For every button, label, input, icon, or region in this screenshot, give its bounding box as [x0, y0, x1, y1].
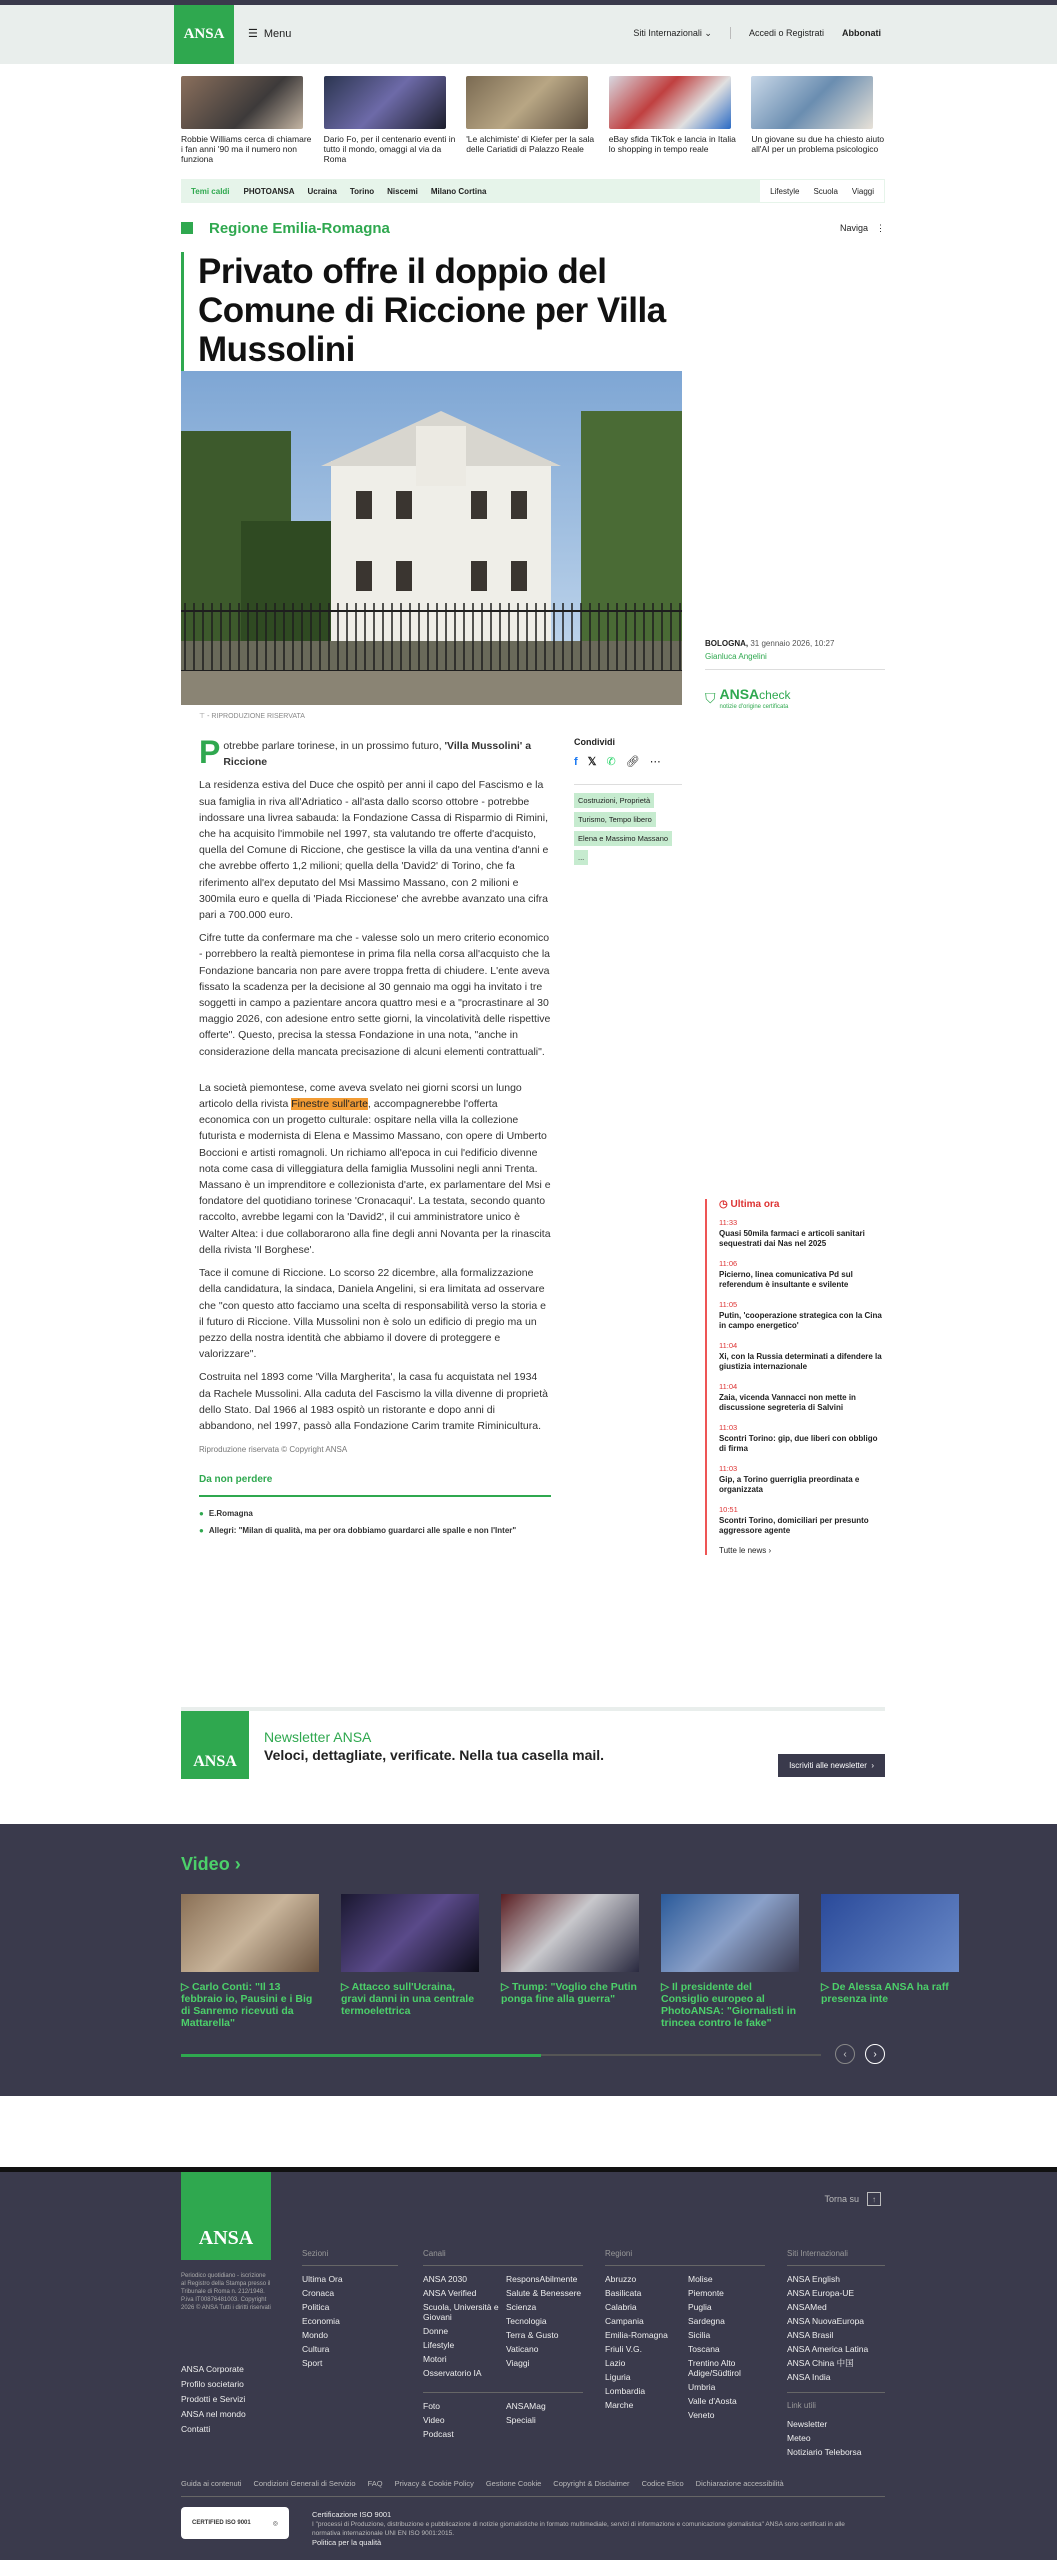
- arrow-up-icon: ↑: [867, 2192, 881, 2206]
- footer-link[interactable]: ANSA NuovaEuropa: [787, 2316, 865, 2326]
- hamburger-icon: ☰: [248, 28, 258, 40]
- region-bar: [181, 218, 885, 238]
- teaser-strip: [181, 76, 885, 164]
- footer-link[interactable]: Podcast: [423, 2429, 454, 2439]
- footer-siti: Siti Internazionali ANSA English ANSA Europa-UE ANSAMed ANSA NuovaEuropa ANSA Brasil ANSA America Latina ANSA China 中国 ANSA India Link utili Newsletter Meteo Notiziario Teleborsa: [787, 2247, 885, 2459]
- newsletter-logo: ANSA: [181, 1711, 249, 1779]
- footer-link[interactable]: Emilia-Romagna: [605, 2330, 668, 2340]
- play-icon: ▷: [661, 1981, 670, 1993]
- chevron-down-icon: ⌄: [704, 27, 712, 38]
- footer-link[interactable]: Lombardia: [605, 2386, 646, 2396]
- newsletter-banner: [181, 1707, 885, 1785]
- footer-link[interactable]: Contatti: [181, 2424, 211, 2434]
- link-icon[interactable]: 🔗︎: [625, 756, 640, 768]
- footer-link[interactable]: Sardegna: [688, 2316, 725, 2326]
- footer-link[interactable]: Molise: [688, 2274, 713, 2284]
- play-icon: ▷: [501, 1981, 510, 1993]
- paragraph: La residenza estiva del Duce che ospitò per anni il capo del Fascismo e la sua famiglia in riva all'Adriatico - all'asta dallo scorso ottobre - potrebbe indossare una livrea sabauda: la Fondazione Cassa di Risparmio di Rimini, che ha acquisito l'immobile nel 1997, sta valutando tre offerte d'acquisto, quella del Comune di Riccione, che gestisce la villa da una ventina d'anni e che avrebbe offerto 1,2 milioni; quella della 'David2' di Torino, che fa riferimento all'ex deputato del Msi Massimo Massano, con 2 milioni e 300mila euro e quella di 'Piada Riccionese' che avrebbe avanzato una cifra pari a 700.000 euro.: [199, 779, 549, 922]
- video-thumb: [821, 1894, 959, 1972]
- footer-link[interactable]: Calabria: [605, 2302, 637, 2312]
- teaser-item[interactable]: eBay sfida TikTok e lancia in Italia lo shopping in tempo reale: [609, 76, 743, 164]
- next-arrow-icon[interactable]: ›: [865, 2044, 885, 2064]
- footer-link[interactable]: ANSA Brasil: [787, 2330, 834, 2340]
- footer-logo[interactable]: ANSA: [181, 2172, 271, 2260]
- news-item[interactable]: 11:06 Picierno, linea comunicativa Pd sul referendum è insultante e svilente: [719, 1259, 853, 1289]
- naviga-button[interactable]: Naviga ⋮: [839, 222, 885, 233]
- footer-link[interactable]: Prodotti e Servizi: [181, 2394, 246, 2404]
- ansa-check-badge[interactable]: ⛉ ANSAcheck notizie d'origine certificata: [705, 686, 791, 710]
- share-panel: [574, 737, 682, 865]
- tag[interactable]: Elena e Massimo Massano: [574, 831, 672, 846]
- siti-internazionali-dropdown[interactable]: Siti Internazionali ⌄: [633, 27, 712, 38]
- footer-link[interactable]: ANSAMag: [506, 2401, 546, 2411]
- footer-link[interactable]: Umbria: [688, 2382, 716, 2392]
- certification-seal-icon: ◎: [272, 2520, 278, 2527]
- footer-link[interactable]: Veneto: [688, 2410, 715, 2420]
- footer-link[interactable]: ANSA China 中国: [787, 2358, 854, 2368]
- footer-link[interactable]: ANSA 2030: [423, 2274, 467, 2284]
- footer-link[interactable]: Lazio: [605, 2358, 626, 2368]
- paragraph: Cifre tutte da confermare ma che - valesse solo un mero criterio economico - porrebbero la realtà piemontese in prima fila nella corsa all'acquisto che la Fondazione bancaria non pare avere troppa fretta di chiudere. L'ente aveva fissato la scadenza per la decisione al 30 gennaio ma oggi ha invitato i tre soggetti in campo a pazientare ancora quattro mesi e a "procrastinare al 30 maggio 2026, con adesione entro sette giorni, la vincolatività delle rispettive offerte". Questo, precisa la stessa Fondazione in una nota, "anche in considerazione della mancata precisazione di alcuni elementi contrattuali".: [199, 932, 551, 1058]
- news-item[interactable]: 11:05 Putin, 'cooperazione strategica con la Cina in campo energetico': [719, 1300, 882, 1330]
- paragraph: Costruita nel 1893 come 'Villa Margherita', la casa fu acquistata nel 1934 da Rachele Mussolini. Alla caduta del Fascismo la villa divenne di proprietà dello Stato. Dal 1966 al 1983 ospitò un ristorante e dopo anni di abbandono, nel 1997, passò alla Fondazione Carim tramite Riminicultura.: [199, 1371, 549, 1432]
- paragraph: Potrebbe parlare torinese, in un prossimo futuro, 'Villa Mussolini' a Riccione: [199, 734, 532, 770]
- article-body: [199, 734, 551, 1539]
- footer-link[interactable]: Scuola, Università e Giovani: [423, 2302, 499, 2322]
- quick-links: [759, 179, 885, 203]
- footer-link[interactable]: Mondo: [302, 2330, 328, 2340]
- ultima-ora-heading: ◷ Ultima ora: [719, 1199, 780, 1210]
- quick-link[interactable]: Lifestyle: [770, 186, 800, 196]
- teaser-image: [609, 76, 731, 129]
- shield-check-icon: ⛉: [705, 689, 716, 706]
- paragraph: La società piemontese, come aveva svelato nei giorni scorsi un lungo articolo della rivista Finestre sull'arte, accompagnerebbe l'offerta economica con un progetto culturale: ospitare nella villa la collezione futurista e modernista di Elena e Massimo Massano, con opere di Umberto Boccioni e artisti romagnoli. Un richiamo all'epoca in cui l'edificio divenne nota come casa di villeggiatura della famiglia Mussolini negli anni Trenta. Massano è un imprenditore e collezionista d'arte, ex parlamentare del Msi e fondatore del quotidiano torinese 'Cronacaqui'. La testata, secondo quanto raccolto, avrebbe legami con la 'David2', il cui amministratore unico è Walter Altea: i due collaborarono alla fine degli anni Novanta per la rinascita della rivista 'Il Borghese'.: [199, 1081, 551, 1256]
- region-icon: [181, 222, 193, 234]
- temi-link[interactable]: Ucraina: [307, 186, 337, 196]
- temi-caldi-label: Temi caldi: [191, 186, 230, 196]
- video-card[interactable]: ▷ De Alessa ANSA ha raff presenza inte: [821, 1894, 959, 2029]
- hero-image: [181, 371, 682, 705]
- article-meta: [705, 639, 885, 670]
- footer-link[interactable]: ANSAMed: [787, 2302, 827, 2312]
- footer-link[interactable]: Newsletter: [787, 2419, 828, 2429]
- footer-link[interactable]: Ultima Ora: [302, 2274, 343, 2284]
- footer-link[interactable]: Lifestyle: [423, 2340, 455, 2350]
- da-non-perdere-list: [199, 1505, 551, 1539]
- footer-legal: Periodico quotidiano - iscrizione al Registro della Stampa presso il Tribunale di Roma n. 212/1948. P.iva IT00876481003. Copyright 2026 © ANSA Tutti i diritti riservati: [181, 2273, 271, 2311]
- footer-link[interactable]: Politica: [302, 2302, 330, 2312]
- footer-link[interactable]: FAQ: [367, 2479, 383, 2488]
- video-card[interactable]: ▷ Trump: "Voglio che Putin ponga fine alla guerra": [501, 1894, 639, 2029]
- footer-link[interactable]: Osservatorio IA: [423, 2368, 482, 2378]
- article-author[interactable]: Gianluca Angelini: [705, 652, 767, 661]
- footer-canali: Canali ANSA 2030 ANSA Verified Scuola, Università e Giovani Donne Lifestyle Motori Osservatorio IA ResponsAbilmente Salute & Benessere Scienza Tecnologia Terra & Gusto Vaticano Viaggi Foto Video Podcast ANSAMag Speciali: [423, 2249, 582, 2439]
- iso-badge: CERTIFIED ISO 9001 ◎: [181, 2507, 289, 2539]
- video-thumb: [181, 1894, 319, 1972]
- footer-link[interactable]: Meteo: [787, 2433, 811, 2443]
- facebook-icon[interactable]: f: [574, 755, 578, 768]
- abbonati-link[interactable]: Abbonati: [842, 28, 881, 38]
- footer-link[interactable]: Cronaca: [302, 2288, 335, 2298]
- news-item[interactable]: 11:04 Zaia, vicenda Vannacci non mette in discussione segreteria di Salvini: [719, 1382, 856, 1412]
- video-heading[interactable]: Video ›: [181, 1854, 241, 1874]
- footer-link[interactable]: Dichiarazione accessibilità: [695, 2479, 784, 2488]
- site-footer: [0, 2167, 1057, 2560]
- play-icon: ▷: [821, 1981, 830, 1993]
- temi-caldi-bar: [181, 179, 885, 203]
- region-title[interactable]: Regione Emilia-Romagna: [209, 219, 390, 237]
- footer-link[interactable]: Scienza: [506, 2302, 537, 2312]
- highlighted-link[interactable]: Finestre sull'arte: [291, 1098, 368, 1111]
- video-card[interactable]: ▷ Carlo Conti: "Il 13 febbraio io, Pausini e i Big di Sanremo ricevuti da Mattarella": [181, 1894, 319, 2029]
- footer-link[interactable]: Toscana: [688, 2344, 720, 2354]
- teaser-image: [181, 76, 303, 129]
- footer-link[interactable]: ANSA English: [787, 2274, 840, 2284]
- footer-link[interactable]: ANSA Corporate: [181, 2364, 244, 2374]
- video-card[interactable]: ▷ Il presidente del Consiglio europeo al PhotoANSA: "Giornalisti in trincea contro le fake": [661, 1894, 799, 2029]
- footer-link[interactable]: Tecnologia: [506, 2316, 547, 2326]
- footer-link[interactable]: Puglia: [688, 2302, 712, 2312]
- footer-link[interactable]: Campania: [605, 2316, 644, 2326]
- copyright-note: Riproduzione riservata © Copyright ANSA: [199, 1445, 348, 1455]
- footer-link[interactable]: Salute & Benessere: [506, 2288, 582, 2298]
- share-label: Condividi: [574, 737, 615, 747]
- footer-link[interactable]: ANSA India: [787, 2372, 831, 2382]
- newsletter-subscribe-button[interactable]: Iscriviti alle newsletter ›: [778, 1754, 885, 1777]
- footer-sezioni: Sezioni Ultima Ora Cronaca Politica Economia Mondo Cultura Sport: [302, 2247, 398, 2370]
- drop-cap: P: [199, 734, 221, 770]
- footer-link[interactable]: Profilo societario: [181, 2379, 244, 2389]
- quality-policy-link[interactable]: Politica per la qualità: [312, 2538, 382, 2547]
- temi-link[interactable]: Milano Cortina: [430, 186, 487, 196]
- news-item[interactable]: 10:51 Scontri Torino, domiciliari per presunto aggressore agente: [719, 1505, 869, 1535]
- news-item[interactable]: 11:03 Scontri Torino: gip, due liberi con obbligo di firma: [719, 1423, 878, 1453]
- iso-text: Certificazione ISO 9001 I "processi di Produzione, distribuzione e pubblicazione di notizie giornalistiche in formato multimediale, servizi di informazione e comunicazione giornalistica" ANSA sono certificati in alle normativa internazionale UNI EN ISO 9001:2015. Politica per la qualità: [312, 2510, 845, 2547]
- quick-link[interactable]: Viaggi: [851, 186, 874, 196]
- footer-link[interactable]: Speciali: [506, 2415, 536, 2425]
- teaser-image: [324, 76, 446, 129]
- more-icon[interactable]: ⋯: [649, 756, 661, 768]
- footer-link[interactable]: Vaticano: [506, 2344, 539, 2354]
- video-thumb: [661, 1894, 799, 1972]
- clock-icon: ◷: [719, 1199, 728, 1210]
- footer-link[interactable]: Viaggi: [506, 2358, 530, 2368]
- footer-link[interactable]: Gestione Cookie: [485, 2479, 542, 2488]
- footer-link[interactable]: ANSA America Latina: [787, 2344, 869, 2354]
- ansa-logo[interactable]: ANSA: [174, 5, 234, 64]
- teaser-item[interactable]: Robbie Williams cerca di chiamare i fan anni '90 ma il numero non funziona: [181, 76, 315, 164]
- carousel-progress: [181, 2054, 821, 2056]
- kebab-icon: ⋮: [876, 222, 885, 233]
- dateline-place: BOLOGNA,: [705, 639, 749, 648]
- prev-arrow-icon[interactable]: ‹: [835, 2044, 855, 2064]
- temi-link[interactable]: PHOTOANSA: [243, 186, 295, 196]
- video-thumb: [501, 1894, 639, 1972]
- x-icon[interactable]: 𝕏: [587, 756, 597, 768]
- play-icon: ▷: [341, 1981, 350, 1993]
- list-item[interactable]: ● E.Romagna: [199, 1508, 253, 1518]
- menu-button[interactable]: ☰ Menu: [248, 27, 292, 40]
- divider: [730, 27, 731, 39]
- temi-link[interactable]: Niscemi: [387, 186, 418, 196]
- footer-corporate-links: [181, 2362, 246, 2437]
- footer-link[interactable]: Condizioni Generali di Servizio: [253, 2479, 356, 2488]
- play-icon: ▷: [181, 1981, 190, 1993]
- pin-icon: ⊤: [199, 713, 206, 720]
- footer-regioni: Regioni Abruzzo Basilicata Calabria Campania Emilia-Romagna Friuli V.G. Lazio Liguria Lombardia Marche Molise Piemonte Puglia Sardegna Sicilia Toscana Trentino Alto Adige/Südtirol Umbria Valle d'Aosta Veneto: [605, 2247, 765, 2422]
- footer-link[interactable]: Valle d'Aosta: [688, 2396, 737, 2406]
- teaser-item[interactable]: 'Le alchimiste' di Kiefer per la sala delle Cariatidi di Palazzo Reale: [466, 76, 600, 164]
- footer-link[interactable]: Guida ai contenuti: [181, 2479, 242, 2488]
- footer-link[interactable]: Sicilia: [688, 2330, 711, 2340]
- article-title: Privato offre il doppio del Comune di Riccione per Villa Mussolini: [198, 252, 666, 369]
- temi-link[interactable]: Torino: [349, 186, 375, 196]
- footer-link[interactable]: ANSA Europa-UE: [787, 2288, 855, 2298]
- tag[interactable]: Costruzioni, Proprietà: [574, 793, 654, 808]
- teaser-item[interactable]: Dario Fo, per il centenario eventi in tutto il mondo, omaggi al via da Roma: [324, 76, 458, 164]
- footer-link[interactable]: ANSA Verified: [423, 2288, 477, 2298]
- footer-link[interactable]: Liguria: [605, 2372, 631, 2382]
- tag[interactable]: Turismo, Tempo libero: [574, 812, 656, 827]
- tag[interactable]: ...: [574, 850, 588, 865]
- teaser-image: [751, 76, 873, 129]
- teaser-item[interactable]: Un giovane su due ha chiesto aiuto all'AI per un problema psicologico: [751, 76, 885, 164]
- da-non-perdere-heading: Da non perdere: [199, 1472, 551, 1496]
- site-header: [0, 5, 1057, 64]
- whatsapp-icon[interactable]: ✆: [606, 756, 616, 768]
- footer-link[interactable]: Piemonte: [688, 2288, 724, 2298]
- footer-link[interactable]: Privacy & Cookie Policy: [394, 2479, 474, 2488]
- footer-link[interactable]: Motori: [423, 2354, 447, 2364]
- footer-link[interactable]: Copyright & Disclaimer: [553, 2479, 630, 2488]
- footer-link[interactable]: Codice Etico: [641, 2479, 684, 2488]
- newsletter-title: Newsletter ANSA: [264, 1729, 372, 1745]
- image-caption: ⊤ - RIPRODUZIONE RISERVATA: [199, 713, 305, 720]
- footer-link[interactable]: Notiziario Teleborsa: [787, 2447, 862, 2457]
- paragraph: Tace il comune di Riccione. Lo scorso 22 dicembre, alla formalizzazione della candidatura, la sindaca, Daniela Angelini, si era limitata ad osservare che "con questo atto facciamo una scelta di responsabilità verso la storia e il futuro di Riccione. Villa Mussolini non è solo un edificio di pregio ma un pezzo della nostra identità che abbiamo il dovere di proteggere e valorizzare".: [199, 1267, 546, 1361]
- news-item[interactable]: 11:04 Xi, con la Russia determinati a difendere la giustizia internazionale: [719, 1341, 882, 1371]
- video-card[interactable]: ▷ Attacco sull'Ucraina, gravi danni in una centrale termoelettrica: [341, 1894, 479, 2029]
- footer-link[interactable]: Cultura: [302, 2344, 330, 2354]
- footer-link[interactable]: Economia: [302, 2316, 340, 2326]
- footer-link[interactable]: ANSA nel mondo: [181, 2409, 246, 2419]
- video-section: [0, 1824, 1057, 2096]
- footer-link[interactable]: Terra & Gusto: [506, 2330, 559, 2340]
- teaser-image: [466, 76, 588, 129]
- footer-link[interactable]: Sport: [302, 2358, 323, 2368]
- footer-link[interactable]: Foto: [423, 2401, 441, 2411]
- footer-link[interactable]: ResponsAbilmente: [506, 2274, 578, 2284]
- back-to-top[interactable]: Torna su ↑: [824, 2192, 881, 2206]
- footer-link[interactable]: Video: [423, 2415, 445, 2425]
- footer-link[interactable]: Trentino Alto Adige/Südtirol: [688, 2358, 741, 2378]
- tag-list: [574, 784, 682, 865]
- news-item[interactable]: 11:03 Gip, a Torino guerriglia preordinata e organizzata: [719, 1464, 860, 1494]
- article-date: 31 gennaio 2026, 10:27: [750, 639, 835, 648]
- ultima-ora-panel: [705, 1199, 885, 1555]
- video-thumb: [341, 1894, 479, 1972]
- footer-link[interactable]: Donne: [423, 2326, 449, 2336]
- login-link[interactable]: Accedi o Registrati: [748, 28, 824, 38]
- list-item[interactable]: ● Allegri: "Milan di qualità, ma per ora dobbiamo guardarci alle spalle e non l'Inter": [199, 1525, 517, 1535]
- footer-link[interactable]: Friuli V.G.: [605, 2344, 643, 2354]
- footer-bottom-links: [181, 2479, 885, 2497]
- footer-link[interactable]: Basilicata: [605, 2288, 642, 2298]
- footer-link[interactable]: Abruzzo: [605, 2274, 637, 2284]
- chevron-right-icon: ›: [768, 1546, 772, 1555]
- footer-link[interactable]: Marche: [605, 2400, 634, 2410]
- newsletter-desc: Veloci, dettagliate, verificate. Nella tua casella mail.: [264, 1747, 605, 1763]
- all-news-link[interactable]: Tutte le news ›: [719, 1546, 772, 1555]
- news-item[interactable]: 11:33 Quasi 50mila farmaci e articoli sanitari sequestrati dai Nas nel 2025: [719, 1218, 865, 1248]
- quick-link[interactable]: Scuola: [813, 186, 838, 196]
